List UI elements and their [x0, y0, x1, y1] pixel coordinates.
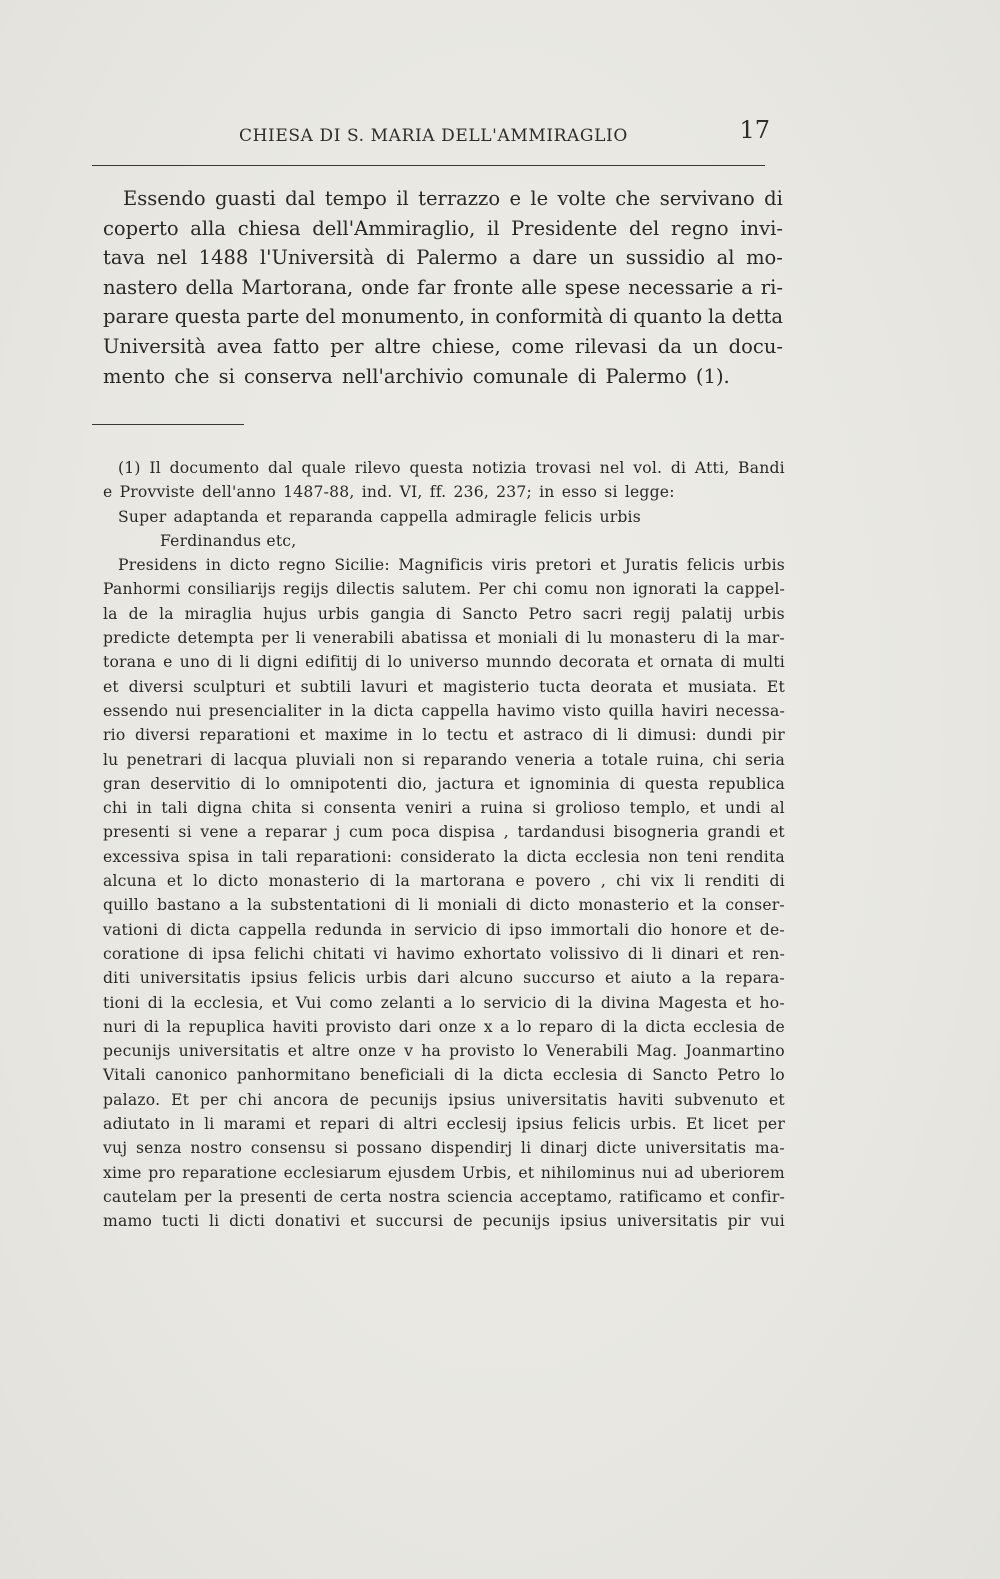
footnote-line: coratione di ipsa felichi chitati vi havimo exhortato volissivo di li dinari et ren- [103, 944, 785, 963]
footnote-line: (1) Il documento dal quale rilevo questa notizia trovasi nel vol. di Atti, Bandi [118, 459, 785, 477]
text-line: Università avea fatto per altre chiese, come rilevasi da un docu- [103, 334, 783, 358]
footnote-line: la de la miraglia hujus urbis gangia di Sancto Petro sacri regij palatij urbis [103, 604, 785, 623]
footnote-line: nuri di la repuplica haviti provisto dari onze x a lo reparo di la dicta ecclesia de [103, 1017, 785, 1036]
running-title: CHIESA DI S. MARIA DELL'AMMIRAGLIO [239, 126, 628, 146]
footnote-line: gran deservitio di lo omnipotenti dio, jactura et ignominia di questa republica [103, 774, 785, 793]
footnote-line: essendo nui presencialiter in la dicta cappella havimo visto quilla haviri necessa- [103, 701, 785, 720]
footnote-line: pecunijs universitatis et altre onze v ha provisto lo Venerabili Mag. Joanmartino [103, 1042, 785, 1061]
footnote-line: vationi di dicta cappella redunda in servicio di ipso immortali dio honore et de- [103, 920, 785, 939]
footnote-block [103, 456, 785, 1234]
footnote-line: quillo bastano a la substentationi di li moniali di dicto monasterio et la conser- [103, 896, 785, 915]
text-line: Essendo guasti dal tempo il terrazzo e le volte che servivano di [123, 187, 783, 210]
footnote-line: alcuna et lo dicto monasterio di la martorana e povero , chi vix li renditi di [103, 872, 785, 891]
footnote-line: vuj senza nostro consensu si possano dispendirj li dinarj dicte universitatis ma- [103, 1139, 785, 1158]
footnote-line: tioni di la ecclesia, et Vui como zelanti a lo servicio di la divina Magesta et ho- [103, 993, 785, 1012]
footnote-line: palazo. Et per chi ancora de pecunijs ipsius universitatis haviti subvenuto et [103, 1090, 785, 1109]
page-header [92, 116, 772, 156]
footnote-line: e Provviste dell'anno 1487-88, ind. VI, ff. 236, 237; in esso si legge: [103, 483, 675, 502]
footnote-line: torana e uno di li digni edifitij di lo universo munndo decorata et ornata di multi [103, 653, 785, 672]
page-number: 17 [739, 116, 770, 144]
text-line: parare questa parte del monumento, in conformità di quanto la detta [103, 305, 783, 329]
footnote-line: Super adaptanda et reparanda cappella admiragle felicis urbis [118, 507, 641, 526]
text-line: coperto alla chiesa dell'Ammiraglio, il Presidente del regno invi- [103, 216, 783, 240]
footnote-line: adiutato in li marami et repari di altri ecclesij ipsius felicis urbis. Et licet per [103, 1115, 785, 1134]
footnote-line: lu penetrari di lacqua pluviali non si reparando veneria a totale ruina, chi seria [103, 750, 785, 769]
footnote-line: excessiva spisa in tali reparationi: considerato la dicta ecclesia non teni rendita [103, 847, 785, 866]
footnote-separator [92, 424, 244, 425]
footnote-line: Ferdinandus etc, [160, 531, 297, 550]
text-line: nastero della Martorana, onde far fronte alle spese necessarie a ri- [103, 275, 783, 299]
main-paragraph [103, 184, 783, 391]
footnote-line: cautelam per la presenti de certa nostra sciencia acceptamo, ratificamo et confir- [103, 1187, 785, 1206]
footnote-line: chi in tali digna chita si consenta veniri a ruina si grolioso templo, et undi al [103, 799, 785, 818]
text-line: tava nel 1488 l'Università di Palermo a dare un sussidio al mo- [103, 246, 783, 270]
text-line: mento che si conserva nell'archivio comunale di Palermo (1). [103, 364, 730, 388]
footnote-line: predicte detempta per li venerabili abatissa et moniali di lu monasteru di la mar- [103, 629, 785, 648]
footnote-line: et diversi sculpturi et subtili lavuri et magisterio tucta deorata et musiata. Et [103, 677, 785, 696]
footnote-line: diti universitatis ipsius felicis urbis dari alcuno succurso et aiuto a la repara- [103, 969, 785, 988]
footnote-line: rio diversi reparationi et maxime in lo tectu et astraco di li dimusi: dundi pir [103, 726, 785, 745]
footnote-line: Panhormi consiliarijs regijs dilectis salutem. Per chi comu non ignorati la cappel- [103, 580, 785, 599]
footnote-line: Vitali canonico panhormitano beneficiali di la dicta ecclesia di Sancto Petro lo [103, 1066, 785, 1085]
footnote-line: xime pro reparatione ecclesiarum ejusdem Urbis, et nihilominus nui ad uberiorem [103, 1163, 785, 1182]
footnote-line: mamo tucti li dicti donativi et succursi de pecunijs ipsius universitatis pir vui [103, 1212, 785, 1231]
footnote-line: Presidens in dicto regno Sicilie: Magnificis viris pretori et Juratis felicis urbis [118, 556, 785, 575]
footnote-line: presenti si vene a reparar j cum poca dispisa , tardandusi bisogneria grandi et [103, 823, 785, 842]
header-rule [92, 165, 765, 166]
